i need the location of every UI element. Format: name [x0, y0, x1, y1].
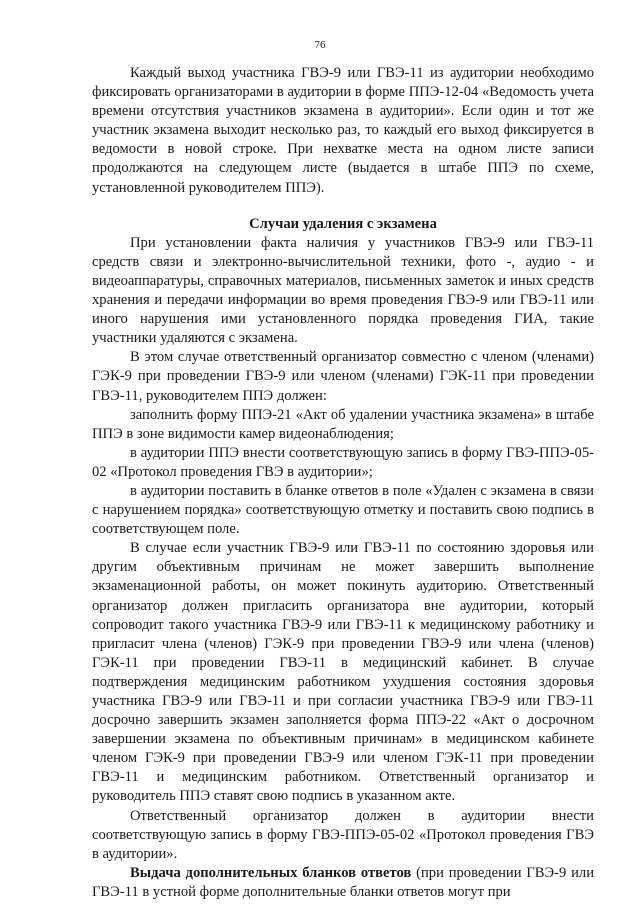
page-content [92, 64, 594, 902]
additional-forms-paragraph [92, 864, 594, 902]
additional-forms-text: (при проведении ГВЭ-9 или ГВЭ-11 в устной форме дополнительные бланки ответов могут при [92, 864, 595, 900]
record-paragraph: Ответственный организатор должен в аудитории внести соответствующую запись в форму ГВЭ-ППЭ-05-02 «Протокол проведения ГВЭ в аудитории». [92, 807, 594, 862]
responsibility-paragraph: В этом случае ответственный организатор совместно с членом (членами) ГЭК-9 при проведении ГВЭ-9 или членом (членами) ГЭК-11 при проведении ГВЭ-11, руководителем ППЭ должен: [92, 349, 594, 404]
duty-item: в аудитории ППЭ внести соответствующую запись в форму ГВЭ-ППЭ-05-02 «Протокол проведения ГВЭ в аудитории»; [92, 444, 594, 480]
health-paragraph: В случае если участник ГВЭ-9 или ГВЭ-11 по состоянию здоровья или другим объективным причинам не может завершить выполнение экзаменационной работы, он может покинуть аудиторию. Ответственный организатор должен пригласить организатора вне аудитории, который сопроводит такого участника ГВЭ-9 или ГВЭ-11 к медицинскому работнику и пригласит члена (членов) ГЭК-9 при проведении ГВЭ-9 или члена (членов) ГЭК-11 при проведении ГВЭ-11 в медицинский кабинет. В случае подтверждения медицинским работником ухудшения состояния здоровья участника ГВЭ-9 или ГВЭ-11 и при согласии участника ГВЭ-9 или ГВЭ-11 досрочно завершить экзамен заполняется форма ППЭ-22 «Акт о досрочном завершении экзамена по объективным причинам» в медицинском кабинете членом ГЭК-9 при проведении ГВЭ-9 или членом ГЭК-11 при проведении ГВЭ-11 и медицинским работником. Ответственный организатор и руководитель ППЭ ставят свою подпись в указанном акте. [92, 540, 594, 805]
duty-item: заполнить форму ППЭ-21 «Акт об удалении участника экзамена» в штабе ППЭ в зоне видимости камер видеонаблюдения; [92, 406, 594, 442]
additional-forms-heading: Выдача дополнительных бланков ответов [130, 864, 412, 881]
page-number: 76 [314, 39, 326, 51]
duty-item: в аудитории поставить в бланке ответов в поле «Удален с экзамена в связи с нарушением порядка» соответствующую отметку и поставить свою подпись в соответствующем поле. [92, 482, 594, 538]
removal-paragraph: При установлении факта наличия у участников ГВЭ-9 или ГВЭ-11 средств связи и электронно-вычислительной техники, фото -, аудио - и видеоаппаратуры, справочных материалов, письменных заметок и иных средств хранения и передачи информации во время проведения ГВЭ-9 или ГВЭ-11 или иного нарушения ими установленного порядка проведения ГИА, такие участники удаляются с экзамена. [92, 234, 594, 347]
intro-paragraph: Каждый выход участника ГВЭ-9 или ГВЭ-11 из аудитории необходимо фиксировать организаторами в аудитории в форме ППЭ-12-04 «Ведомость учета времени отсутствия участников экзамена в аудитории». Если один и тот же участник экзамена выходит несколько раз, то каждый его выход фиксируется в ведомости в новой строке. При нехватке места на одном листе записи продолжаются на следующем листе (выдается в штабе ППЭ по схеме, установленной руководителем ППЭ). [92, 65, 594, 196]
section-heading: Случаи удаления с экзамена [249, 215, 437, 232]
